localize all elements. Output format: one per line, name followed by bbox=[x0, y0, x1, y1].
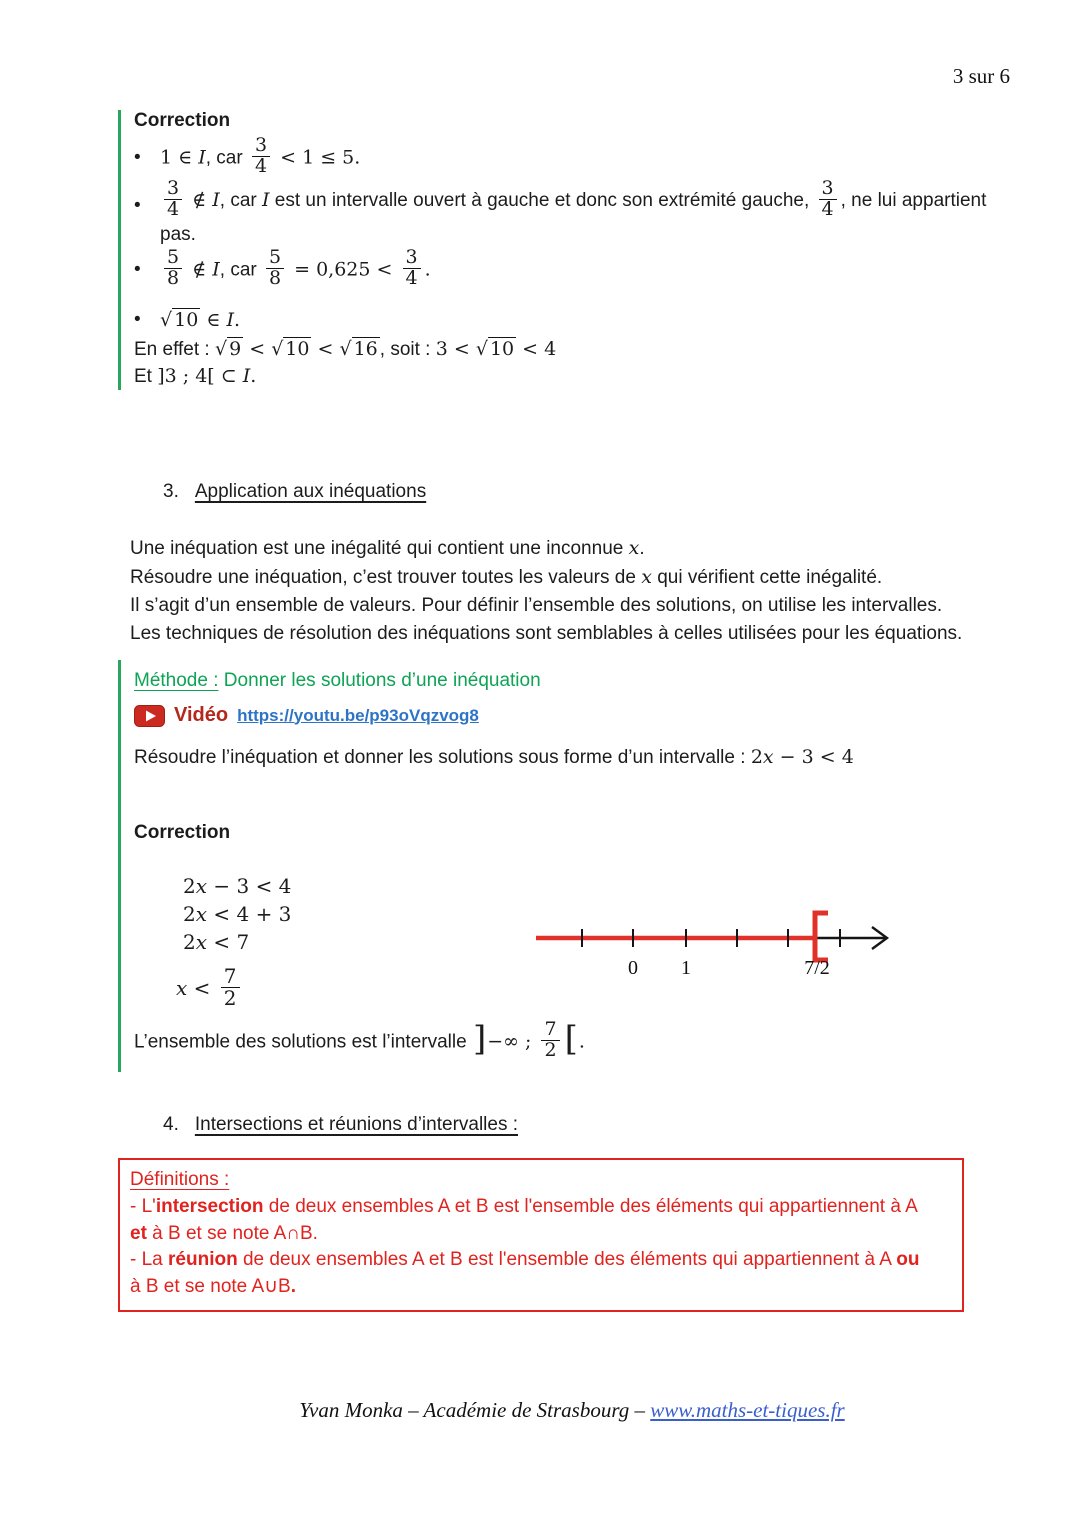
page-number: 3 sur 6 bbox=[952, 64, 1010, 88]
math-line: √ 10 ∈ I. bbox=[160, 308, 241, 331]
footer-link[interactable]: www.maths-et-tiques.fr bbox=[650, 1398, 845, 1422]
intro-paragraph bbox=[130, 534, 1014, 648]
paragraph-line: Les techniques de résolution des inéquations sont semblables à celles utilisées pour les équations. bbox=[130, 623, 963, 644]
tick-label-7-2: 7/2 bbox=[804, 957, 830, 979]
correction-block-1 bbox=[118, 110, 1029, 390]
paragraph-line: Résoudre une inéquation, c’est trouver toutes les valeurs de x qui vérifient cette inégalité. bbox=[130, 566, 883, 588]
bullet-item-3 bbox=[134, 245, 1029, 291]
section-3-heading bbox=[163, 481, 426, 503]
number-line-figure bbox=[520, 888, 920, 988]
bullet-icon: • bbox=[134, 147, 141, 169]
section-4-heading bbox=[163, 1114, 518, 1136]
video-row bbox=[134, 704, 479, 727]
bullet-icon: • bbox=[134, 194, 141, 216]
definition-line: - La réunion de deux ensembles A et B est l'ensemble des éléments qui appartiennent à A ou bbox=[130, 1249, 920, 1271]
section-number: 3. bbox=[163, 481, 179, 502]
paragraph-line: Une inéquation est une inégalité qui contient une inconnue x. bbox=[130, 537, 645, 559]
exercise-line: Résoudre l’inéquation et donner les solutions sous forme d’un intervalle : 2x − 3 < 4 bbox=[134, 746, 854, 768]
tick-label-0: 0 bbox=[628, 957, 638, 979]
en-effet-line: En effet : √ 9 < √ 10 < √ 16 , soit : 3 < √ 10 < 4 bbox=[134, 337, 557, 360]
definitions-box bbox=[118, 1158, 964, 1312]
math-line bbox=[160, 176, 987, 248]
methode-title: Donner les solutions d’une inéquation bbox=[218, 670, 541, 691]
paragraph-line: Il s’agit d’un ensemble de valeurs. Pour définir l’ensemble des solutions, on utilise les intervalles. bbox=[130, 595, 943, 616]
definitions-title: Définitions : bbox=[130, 1169, 230, 1190]
section-title: Intersections et réunions d’intervalles : bbox=[194, 1114, 519, 1135]
footer bbox=[130, 1398, 1014, 1423]
methode-label: Méthode : bbox=[134, 670, 219, 691]
methode-block bbox=[118, 660, 1029, 1072]
math-line-part-2: pas. bbox=[160, 223, 196, 245]
definition-line: à B et se note A∪B. bbox=[130, 1276, 297, 1298]
youtube-play-icon[interactable] bbox=[134, 705, 165, 727]
equation-line-4: x < $\frac{7}{2}$ bbox=[176, 968, 244, 1011]
section-number: 4. bbox=[163, 1114, 179, 1135]
math-line: 1 ∈ I, car $\frac{3}{4}$ < 1 ≤ 5. bbox=[160, 134, 361, 177]
bullet-icon: • bbox=[134, 259, 141, 281]
bullet-item-2 bbox=[134, 176, 1029, 248]
equation-line-2: 2x < 4 + 3 bbox=[183, 902, 292, 926]
equation-line-3: 2x < 7 bbox=[183, 930, 250, 954]
math-line: $\frac{5}{8}$ ∉ I, car $\frac{5}{8}$ = 0,625 < $\frac{3}{4}$ . bbox=[160, 250, 431, 291]
footer-text: Yvan Monka – Académie de Strasbourg – bbox=[299, 1398, 651, 1422]
video-label: Vidéo bbox=[174, 704, 229, 726]
section-title: Application aux inéquations bbox=[194, 481, 427, 502]
bullet-item-4 bbox=[134, 307, 1029, 334]
bullet-item-1 bbox=[134, 134, 1029, 179]
correction-title: Correction bbox=[134, 110, 231, 131]
solution-line: L’ensemble des solutions est l’intervalle ]−∞ ; $\frac{7}{2}$ [. bbox=[134, 1018, 585, 1061]
math-line-part-1: $\frac{3}{4}$ ∉ I, car I est un intervalle ouvert à gauche et donc son extrémité gauche, $\frac{3}{4}$ , ne lui appartient bbox=[160, 190, 986, 211]
definition-line: et à B et se note A∩B. bbox=[130, 1222, 318, 1244]
et-line: Et ]3 ; 4[ ⊂ I. bbox=[134, 364, 257, 387]
bullet-icon: • bbox=[134, 309, 141, 331]
definition-line: - L'intersection de deux ensembles A et B est l'ensemble des éléments qui appartiennent à A bbox=[130, 1195, 918, 1217]
correction-title-2: Correction bbox=[134, 822, 231, 843]
tick-label-1: 1 bbox=[681, 957, 691, 979]
interval-open-bracket bbox=[815, 913, 828, 960]
video-link[interactable]: https://youtu.be/p93oVqzvog8 bbox=[237, 705, 479, 725]
methode-heading bbox=[134, 670, 541, 692]
equation-line-1: 2x − 3 < 4 bbox=[183, 874, 292, 898]
